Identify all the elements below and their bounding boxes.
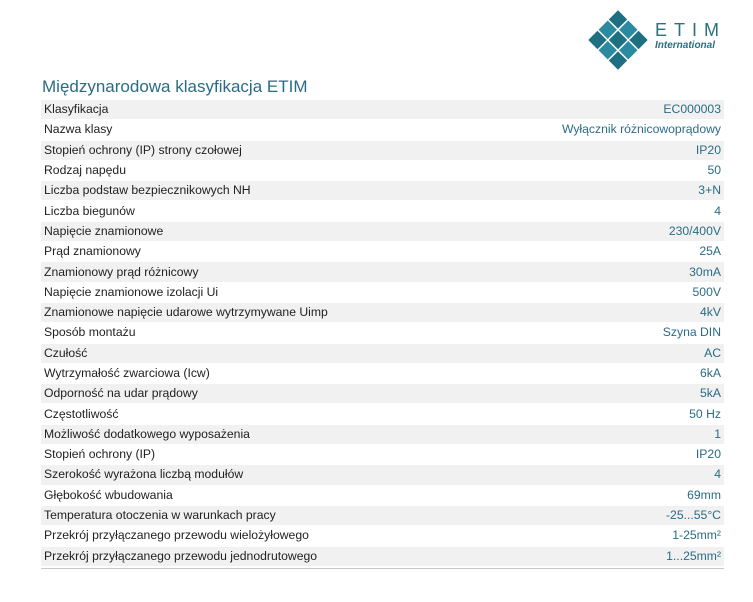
table-bottom-divider [41, 568, 724, 569]
row-label: Stopień ochrony (IP) [44, 447, 156, 462]
table-row [41, 100, 724, 120]
table-row [41, 222, 724, 242]
row-label: Znamionowy prąd różnicowy [44, 264, 199, 279]
row-value: 500V [692, 284, 721, 299]
row-value: -25...55°C [665, 508, 721, 523]
table-row [41, 364, 724, 384]
row-label: Rodzaj napędu [44, 163, 126, 178]
row-label: Znamionowe napięcie udarowe wytrzymywane Uimp [44, 305, 328, 320]
row-value: 3+N [698, 183, 721, 198]
row-label: Częstotliwość [44, 406, 119, 421]
etim-logo [585, 8, 730, 72]
row-value: Szyna DIN [662, 325, 721, 340]
row-label: Temperatura otoczenia w warunkach pracy [44, 508, 276, 523]
table-row [41, 547, 724, 567]
row-value: 5kA [699, 386, 721, 401]
row-value: 30mA [689, 264, 721, 279]
table-row [41, 526, 724, 546]
table-row [41, 201, 724, 221]
etim-diamond-icon [585, 8, 651, 72]
row-value: 1 [714, 426, 721, 441]
row-value: IP20 [695, 447, 721, 462]
table-row [41, 161, 724, 181]
section-title: Międzynarodowa klasyfikacja ETIM [42, 77, 308, 96]
logo-subtitle: International [655, 40, 716, 51]
row-value: 6kA [699, 366, 721, 380]
table-row [41, 404, 724, 424]
table-row [41, 486, 724, 506]
row-value: 69mm [687, 487, 721, 502]
row-value: AC [704, 345, 721, 360]
table-row [41, 242, 724, 262]
row-label: Nazwa klasy [44, 122, 113, 137]
row-label: Głębokość wbudowania [44, 487, 173, 502]
table-row [41, 323, 724, 343]
row-label: Napięcie znamionowe [44, 223, 164, 238]
row-value: IP20 [695, 142, 721, 157]
row-label: Prąd znamionowy [44, 244, 141, 259]
row-label: Przekrój przyłączanego przewodu wielożyłowego [44, 528, 309, 543]
row-label: Klasyfikacja [44, 102, 109, 117]
row-label: Czułość [44, 345, 88, 360]
row-value: 25A [699, 244, 721, 259]
row-value: EC000003 [663, 102, 721, 117]
table-row [41, 465, 724, 485]
table-row [41, 425, 724, 445]
table-row [41, 120, 724, 140]
row-label: Przekrój przyłączanego przewodu jednodrutowego [44, 548, 318, 563]
row-label: Sposób montażu [44, 325, 136, 340]
table-row [41, 506, 724, 526]
row-label: Szerokość wyrażona liczbą modułów [44, 467, 244, 482]
row-value: 4 [714, 203, 721, 218]
row-value: 1...25mm² [666, 548, 721, 563]
table-row [41, 181, 724, 201]
row-label: Stopień ochrony (IP) strony czołowej [44, 142, 242, 157]
row-label: Napięcie znamionowe izolacji Ui [44, 284, 219, 299]
row-value: Wyłącznik różnicowoprądowy [561, 122, 721, 137]
row-label: Odporność na udar prądowy [44, 386, 198, 401]
row-value: 1-25mm² [672, 528, 721, 543]
row-label: Wytrzymałość zwarciowa (Icw) [44, 366, 210, 380]
row-value: 4 [714, 467, 721, 482]
table-row [41, 344, 724, 364]
row-value: 230/400V [668, 223, 721, 238]
classification-table [41, 100, 724, 567]
table-row [41, 384, 724, 404]
row-label: Liczba biegunów [44, 203, 135, 218]
table-row [41, 262, 724, 282]
table-row [41, 283, 724, 303]
row-label: Możliwość dodatkowego wyposażenia [44, 426, 250, 441]
row-value: 4kV [699, 305, 721, 320]
row-value: 50 Hz [689, 406, 721, 421]
logo-wordmark: ETIM [655, 20, 726, 40]
table-row [41, 303, 724, 323]
table-row [41, 445, 724, 465]
row-value: 50 [707, 163, 721, 178]
row-label: Liczba podstaw bezpiecznikowych NH [44, 183, 251, 198]
table-row [41, 141, 724, 161]
